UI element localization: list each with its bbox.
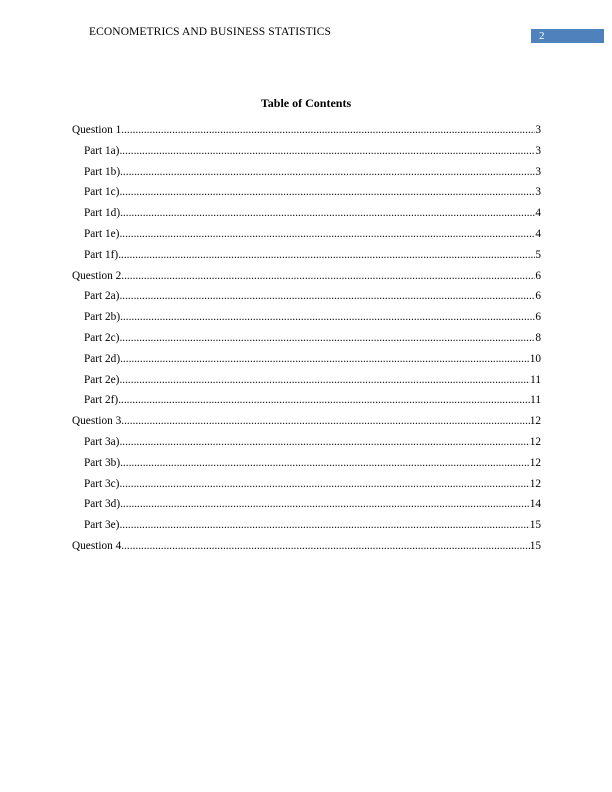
toc-entry-part[interactable] — [72, 474, 541, 495]
toc-entry-part[interactable] — [72, 328, 541, 349]
toc-dot-leader — [119, 515, 529, 536]
toc-entry-page-number: 12 — [529, 477, 541, 490]
toc-entry-page-number: 5 — [535, 248, 541, 261]
toc-dot-leader — [120, 203, 535, 224]
toc-dot-leader — [120, 494, 530, 515]
toc-dot-leader — [120, 162, 535, 183]
toc-heading: Table of Contents — [260, 96, 352, 110]
toc-entry-page-number: 15 — [529, 539, 541, 552]
toc-entry-page-number: 14 — [529, 498, 541, 511]
toc-entry-page-number: 3 — [535, 165, 541, 178]
toc-entry-label: Part 1c) — [84, 186, 120, 199]
toc-entry-label: Question 4 — [72, 539, 122, 552]
toc-entry-label: Part 2b) — [84, 311, 121, 324]
toc-entry-part[interactable] — [72, 141, 541, 162]
toc-dot-leader — [119, 328, 535, 349]
toc-entry-label: Part 2f) — [84, 394, 119, 407]
toc-entry-part[interactable] — [72, 307, 541, 328]
toc-entry-part[interactable] — [72, 515, 541, 536]
toc-entry-part[interactable] — [72, 182, 541, 203]
toc-entry-label: Question 3 — [72, 415, 122, 428]
toc-entry-label: Question 2 — [72, 269, 122, 282]
toc-entry-part[interactable] — [72, 245, 541, 266]
toc-dot-leader — [119, 370, 530, 391]
toc-entry-label: Part 2d) — [84, 352, 121, 365]
toc-dot-leader — [119, 224, 535, 245]
toc-entry-page-number: 12 — [529, 415, 541, 428]
toc-entry-label: Part 2c) — [84, 331, 120, 344]
toc-dot-leader — [120, 453, 530, 474]
toc-entry-label: Part 3b) — [84, 456, 121, 469]
toc-entry-label: Part 1d) — [84, 207, 121, 220]
toc-entry-page-number: 15 — [529, 519, 541, 532]
toc-dot-leader — [118, 245, 535, 266]
toc-entry-label: Part 2e) — [84, 373, 120, 386]
table-of-contents — [72, 120, 541, 557]
toc-entry-part[interactable] — [72, 390, 541, 411]
toc-entry-page-number: 12 — [529, 435, 541, 448]
toc-entry-page-number: 4 — [535, 227, 541, 240]
running-header-title: ECONOMETRICS AND BUSINESS STATISTICS — [89, 26, 331, 38]
toc-entry-part[interactable] — [72, 224, 541, 245]
toc-dot-leader — [121, 266, 535, 287]
toc-entry-page-number: 11 — [530, 394, 541, 407]
toc-dot-leader — [119, 182, 535, 203]
toc-dot-leader — [121, 536, 529, 557]
toc-entry-part[interactable] — [72, 286, 541, 307]
toc-entry-part[interactable] — [72, 370, 541, 391]
toc-entry-part[interactable] — [72, 432, 541, 453]
toc-entry-label: Part 1e) — [84, 227, 120, 240]
toc-entry-label: Part 3d) — [84, 498, 121, 511]
toc-entry-label: Part 3e) — [84, 519, 120, 532]
toc-dot-leader — [121, 120, 535, 141]
toc-entry-label: Part 1a) — [84, 144, 120, 157]
toc-entry-page-number: 6 — [535, 290, 541, 303]
page-number-badge: 2 — [531, 29, 604, 43]
toc-dot-leader — [120, 349, 530, 370]
toc-entry-page-number: 3 — [535, 144, 541, 157]
toc-dot-leader — [118, 390, 530, 411]
toc-entry-question[interactable] — [72, 266, 541, 287]
toc-entry-part[interactable] — [72, 162, 541, 183]
toc-dot-leader — [119, 474, 529, 495]
toc-entry-label: Part 1f) — [84, 248, 119, 261]
toc-dot-leader — [119, 141, 535, 162]
toc-entry-question[interactable] — [72, 411, 541, 432]
toc-entry-page-number: 8 — [535, 331, 541, 344]
toc-entry-label: Part 3a) — [84, 435, 120, 448]
toc-entry-question[interactable] — [72, 120, 541, 141]
toc-dot-leader — [121, 411, 529, 432]
toc-entry-page-number: 11 — [530, 373, 541, 386]
toc-entry-page-number: 4 — [535, 207, 541, 220]
toc-entry-page-number: 6 — [535, 311, 541, 324]
toc-dot-leader — [120, 307, 535, 328]
toc-entry-part[interactable] — [72, 349, 541, 370]
toc-entry-label: Part 1b) — [84, 165, 121, 178]
toc-entry-page-number: 3 — [535, 124, 541, 136]
toc-entry-page-number: 10 — [529, 352, 541, 365]
toc-entry-part[interactable] — [72, 203, 541, 224]
toc-entry-label: Part 2a) — [84, 290, 120, 303]
toc-entry-part[interactable] — [72, 494, 541, 515]
toc-entry-label: Question 1 — [72, 124, 122, 136]
toc-entry-page-number: 6 — [535, 269, 541, 282]
toc-entry-label: Part 3c) — [84, 477, 120, 490]
toc-entry-page-number: 3 — [535, 186, 541, 199]
toc-entry-page-number: 12 — [529, 456, 541, 469]
toc-entry-question[interactable] — [72, 536, 541, 557]
toc-dot-leader — [119, 286, 535, 307]
toc-dot-leader — [119, 432, 529, 453]
toc-entry-part[interactable] — [72, 453, 541, 474]
